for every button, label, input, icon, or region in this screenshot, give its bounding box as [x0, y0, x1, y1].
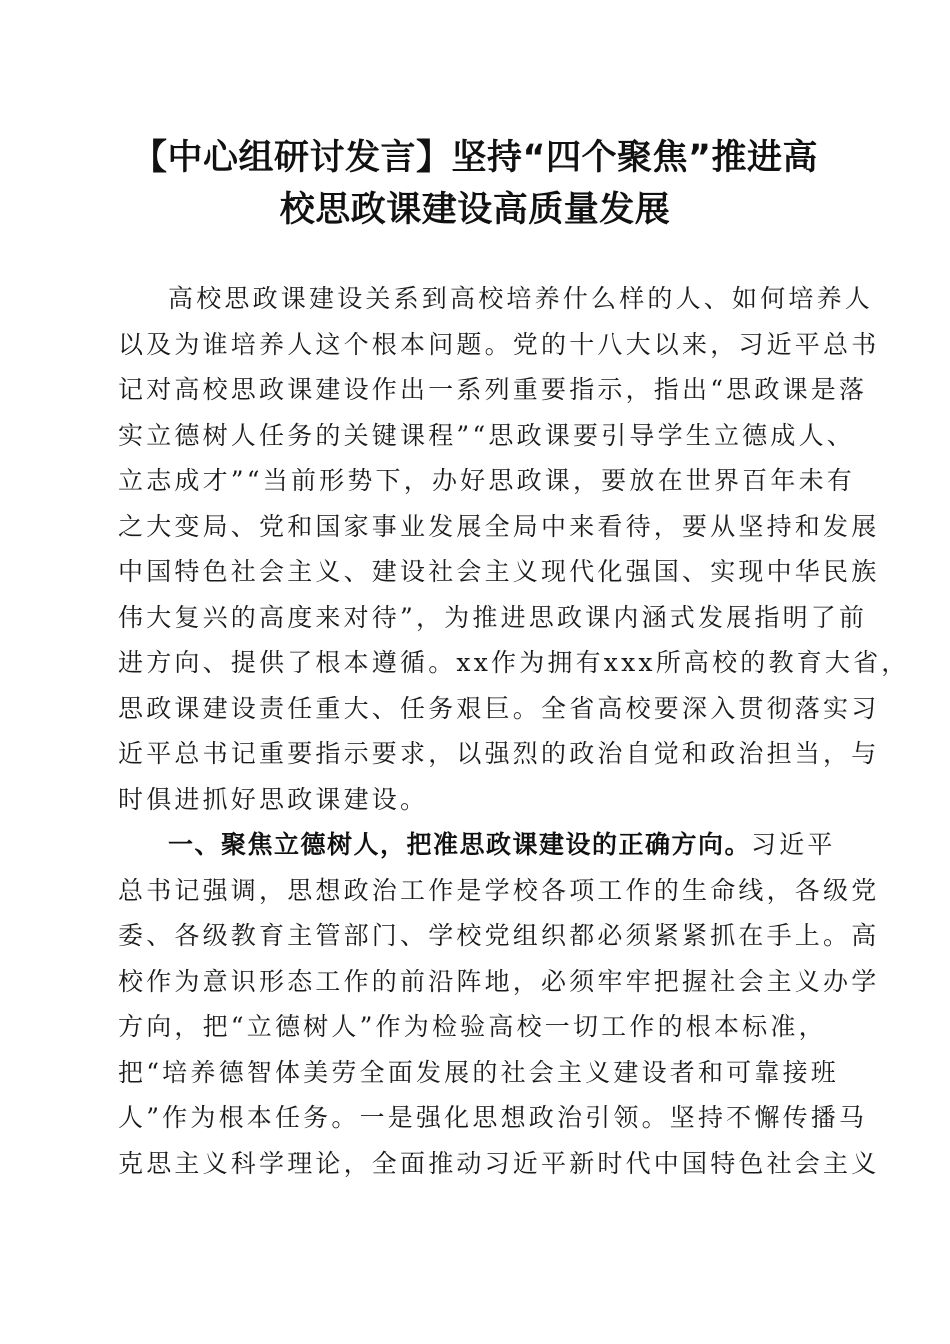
paragraph-intro	[118, 276, 910, 822]
paragraph-line: 把“培养德智体美劳全面发展的社会主义建设者和可靠接班	[118, 1057, 839, 1087]
section-heading: 一、聚焦立德树人，把准思政课建设的正确方向。	[168, 830, 752, 859]
document-body	[118, 276, 910, 1186]
paragraph-line: 以及为谁培养人这个根本问题。党的十八大以来，习近平总书	[118, 329, 880, 359]
section-heading-line	[118, 822, 838, 868]
paragraph-line: 方向，把“立德树人”作为检验高校一切工作的根本标准，	[118, 1012, 827, 1041]
paragraph-line: 伟大复兴的高度来对待”，为推进思政课内涵式发展指明了前	[118, 602, 868, 632]
paragraph-line: 实立德树人任务的关键课程”“思政课要引导学生立德成人、	[118, 420, 855, 450]
paragraph-line: 总书记强调，思想政治工作是学校各项工作的生命线，各级党	[118, 875, 880, 905]
paragraph-line: 中国特色社会主义、建设社会主义现代化强国、实现中华民族	[118, 557, 880, 586]
document-title	[100, 132, 850, 236]
paragraph-line: 之大变局、党和国家事业发展全局中来看待，要从坚持和发展	[118, 511, 880, 541]
paragraph-line: 高校思政课建设关系到高校培养什么样的人、如何培养人	[168, 284, 874, 313]
paragraph-line: 近平总书记重要指示要求，以强烈的政治自觉和政治担当，与	[118, 739, 880, 768]
paragraph-line: 思政课建设责任重大、任务艰巨。全省高校要深入贯彻落实习	[118, 693, 880, 723]
paragraph-line: 记对高校思政课建设作出一系列重要指示，指出“思政课是落	[118, 375, 868, 404]
paragraph-line: 人”作为根本任务。一是强化思想政治引领。坚持不懈传播马	[118, 1103, 868, 1132]
paragraph-line: 时俱进抓好思政课建设。	[118, 784, 429, 814]
paragraph-line: 进方向、提供了根本遵循。xx作为拥有xxx所高校的教育大省，	[118, 648, 910, 677]
paragraph-line: 校作为意识形态工作的前沿阵地，必须牢牢把握社会主义办学	[118, 966, 880, 996]
paragraph-section-one	[118, 822, 880, 1186]
paragraph-line: 克思主义科学理论，全面推动习近平新时代中国特色社会主义	[118, 1148, 880, 1178]
paragraph-line: 委、各级教育主管部门、学校党组织都必须紧紧抓在手上。高	[118, 921, 880, 950]
title-line-1: 【中心组研讨发言】坚持“四个聚焦”推进高	[131, 138, 818, 178]
paragraph-line: 立志成才”“当前形势下，办好思政课，要放在世界百年未有	[118, 466, 855, 495]
title-line-2: 校思政课建设高质量发展	[279, 190, 671, 230]
section-heading-continuation: 习近平	[751, 830, 836, 859]
